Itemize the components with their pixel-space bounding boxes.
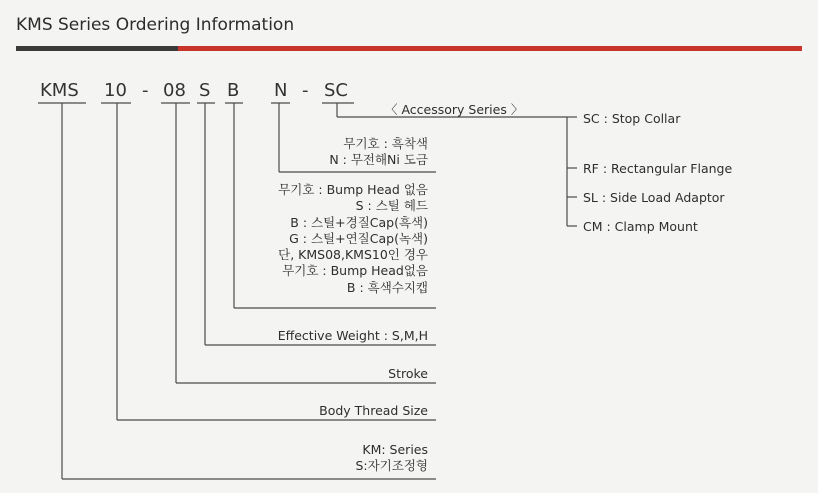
finish-options: [329, 136, 428, 168]
head-option: B : 흑색수지캡: [346, 279, 428, 295]
head-option: S : 스틸 헤드: [355, 198, 428, 214]
accessory-rf: RF : Rectangular Flange: [583, 161, 733, 176]
code-weight: S: [199, 80, 211, 101]
code-series: KMS: [40, 80, 79, 101]
code-finish: N: [274, 80, 288, 101]
head-option: 무기호 : Bump Head없음: [282, 263, 428, 279]
code-head: B: [227, 80, 240, 101]
accessory-sc: SC : Stop Collar: [583, 111, 681, 126]
code-thread-size: 10: [104, 80, 127, 101]
stroke-label: Stroke: [388, 366, 428, 381]
head-option: G : 스틸+연질Cap(녹색): [289, 230, 428, 246]
finish-option: 무기호 : 흑착색: [343, 136, 428, 151]
series-line: S:자기조정형: [355, 458, 428, 473]
head-option: 무기호 : Bump Head 없음: [278, 182, 428, 197]
accessory-cm: CM : Clamp Mount: [583, 219, 698, 234]
page-title: KMS Series Ordering Information: [16, 15, 295, 35]
accessory-sl: SL : Side Load Adaptor: [583, 190, 725, 205]
series-line: KM: Series: [362, 442, 428, 457]
accessory-series-label: 〈 Accessory Series 〉: [385, 102, 524, 117]
code-dash-2: -: [302, 80, 309, 101]
finish-option: N : 무전해Ni 도금: [329, 152, 428, 167]
code-dash-1: -: [142, 80, 149, 101]
body-thread-label: Body Thread Size: [319, 403, 428, 418]
head-options: [278, 182, 428, 296]
code-stroke: 08: [163, 80, 186, 101]
series-label: [355, 442, 428, 474]
head-option: B : 스틸+경질Cap(흑색): [290, 214, 428, 230]
code-accessory: SC: [324, 80, 348, 101]
effective-weight-label: Effective Weight : S,M,H: [277, 328, 428, 343]
head-option: 단, KMS08,KMS10인 경우: [278, 247, 428, 263]
